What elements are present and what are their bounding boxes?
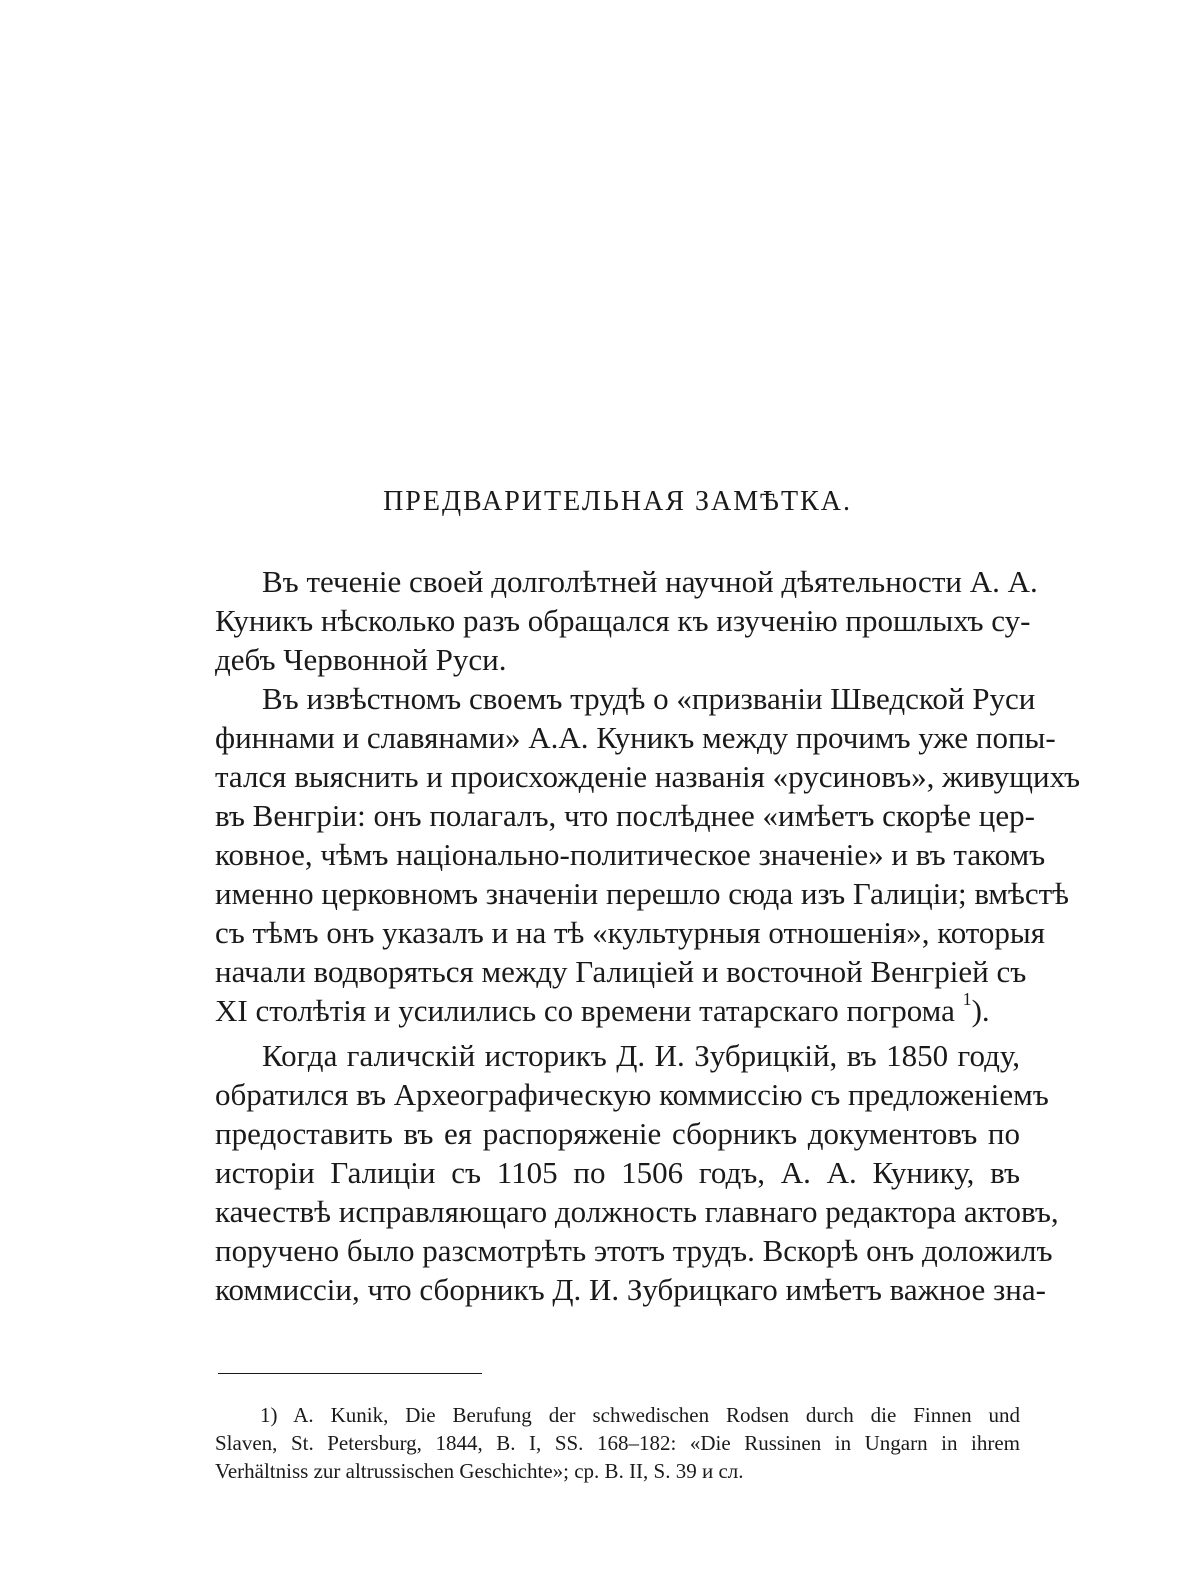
paragraph-3-line-7: коммиссіи, что сборникъ Д. И. Зубрицкаго имѣетъ важное зна-	[215, 1272, 1046, 1307]
paragraph-3-line-4: исторіи Галиціи съ 1105 по 1506 годъ, А. А. Кунику, въ	[215, 1155, 1020, 1190]
paragraph-2-line-4: въ Венгріи: онъ полагалъ, что послѣднее «имѣетъ скорѣе цер-	[215, 798, 1035, 833]
paragraph-2-line-9-text: XI столѣтія и усилились со времени татарскаго погрома	[215, 993, 955, 1028]
footnote-line-2: Slaven, St. Petersburg, 1844, B. I, SS. 168–182: «Die Russinen in Ungarn in ihrem	[215, 1431, 1020, 1455]
paragraph-3-line-2: обратился въ Археографическую коммиссію съ предложеніемъ	[215, 1077, 1049, 1112]
paragraph-2-line-6: именно церковномъ значеніи перешло сюда изъ Галиціи; вмѣстѣ	[215, 876, 1070, 911]
paragraph-2-line-8: начали водворяться между Галиціей и восточной Венгріей съ	[215, 954, 1027, 989]
paragraph-1-line-2: Куникъ нѣсколько разъ обращался къ изученію прошлыхъ су-	[215, 603, 1031, 638]
paragraph-2-tail: ).	[971, 993, 990, 1028]
paragraph-2-line-1: Въ извѣстномъ своемъ трудѣ о «призваніи Шведской Руси	[262, 681, 1036, 716]
paragraph-3-line-1: Когда галичскій историкъ Д. И. Зубрицкій, въ 1850 году,	[262, 1038, 1020, 1073]
paragraph-2-line-7: съ тѣмъ онъ указалъ и на тѣ «культурныя отношенія», которыя	[215, 915, 1046, 950]
footnote-line-3: Verhältniss zur altrussischen Geschichte»; ср. B. II, S. 39 и сл.	[215, 1459, 744, 1483]
footnote-ref-1[interactable]: 1	[962, 989, 972, 1009]
paragraph-2-line-9	[215, 989, 1020, 1033]
paragraph-3-line-5: качествѣ исправляющаго должность главнаго редактора актовъ,	[215, 1194, 1059, 1229]
paragraph-3-line-3: предоставить въ ея распоряженіе сборникъ документовъ по	[215, 1116, 1020, 1151]
paragraph-2-line-3: тался выяснить и происхожденіе названія «русиновъ», живущихъ	[215, 759, 1080, 794]
paragraph-1-line-1: Въ теченіе своей долголѣтней научной дѣятельности А. А.	[262, 564, 1038, 599]
paragraph-1-line-3: дебъ Червонной Руси.	[215, 642, 507, 677]
footnote-divider	[218, 1373, 482, 1374]
paragraph-2-line-2: финнами и славянами» А.А. Куникъ между прочимъ уже попы-	[215, 720, 1056, 755]
page-title: ПРЕДВАРИТЕЛЬНАЯ ЗАМѢТКА.	[383, 486, 852, 517]
paragraph-3-line-6: поручено было разсмотрѣть этотъ трудъ. Вскорѣ онъ доложилъ	[215, 1233, 1053, 1268]
paragraph-2-line-5: ковное, чѣмъ національно-политическое значеніе» и въ такомъ	[215, 837, 1046, 872]
footnote-line-1: 1) A. Kunik, Die Berufung der schwedischen Rodsen durch die Finnen und	[260, 1403, 1020, 1427]
